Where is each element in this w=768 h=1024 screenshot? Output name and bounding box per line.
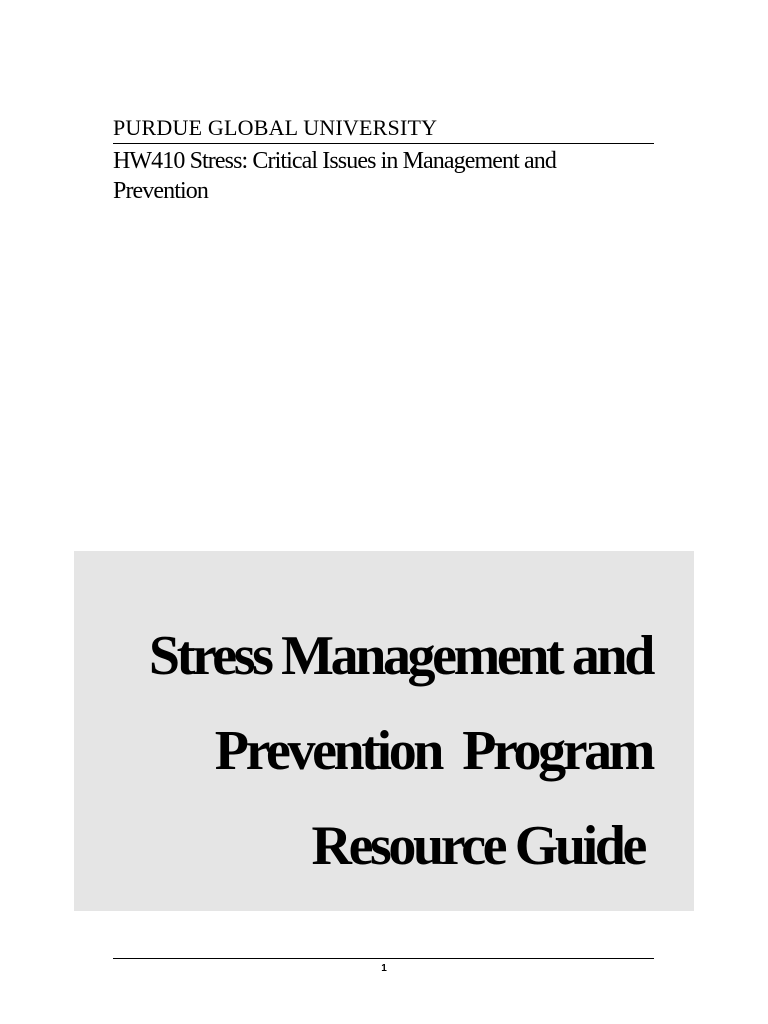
cover-title-line-2: Prevention Program	[214, 720, 652, 782]
cover-title-line-3: Resource Guide	[311, 815, 644, 877]
document-header	[113, 114, 654, 206]
university-name: PURDUE GLOBAL UNIVERSITY	[113, 114, 654, 144]
cover-title	[149, 609, 652, 894]
footer-divider	[113, 958, 654, 959]
course-title: HW410 Stress: Critical Issues in Management and Prevention	[113, 148, 556, 204]
cover-title-panel	[74, 551, 694, 911]
page-number: 1	[381, 963, 387, 974]
cover-title-line-1: Stress Management and	[148, 625, 652, 687]
